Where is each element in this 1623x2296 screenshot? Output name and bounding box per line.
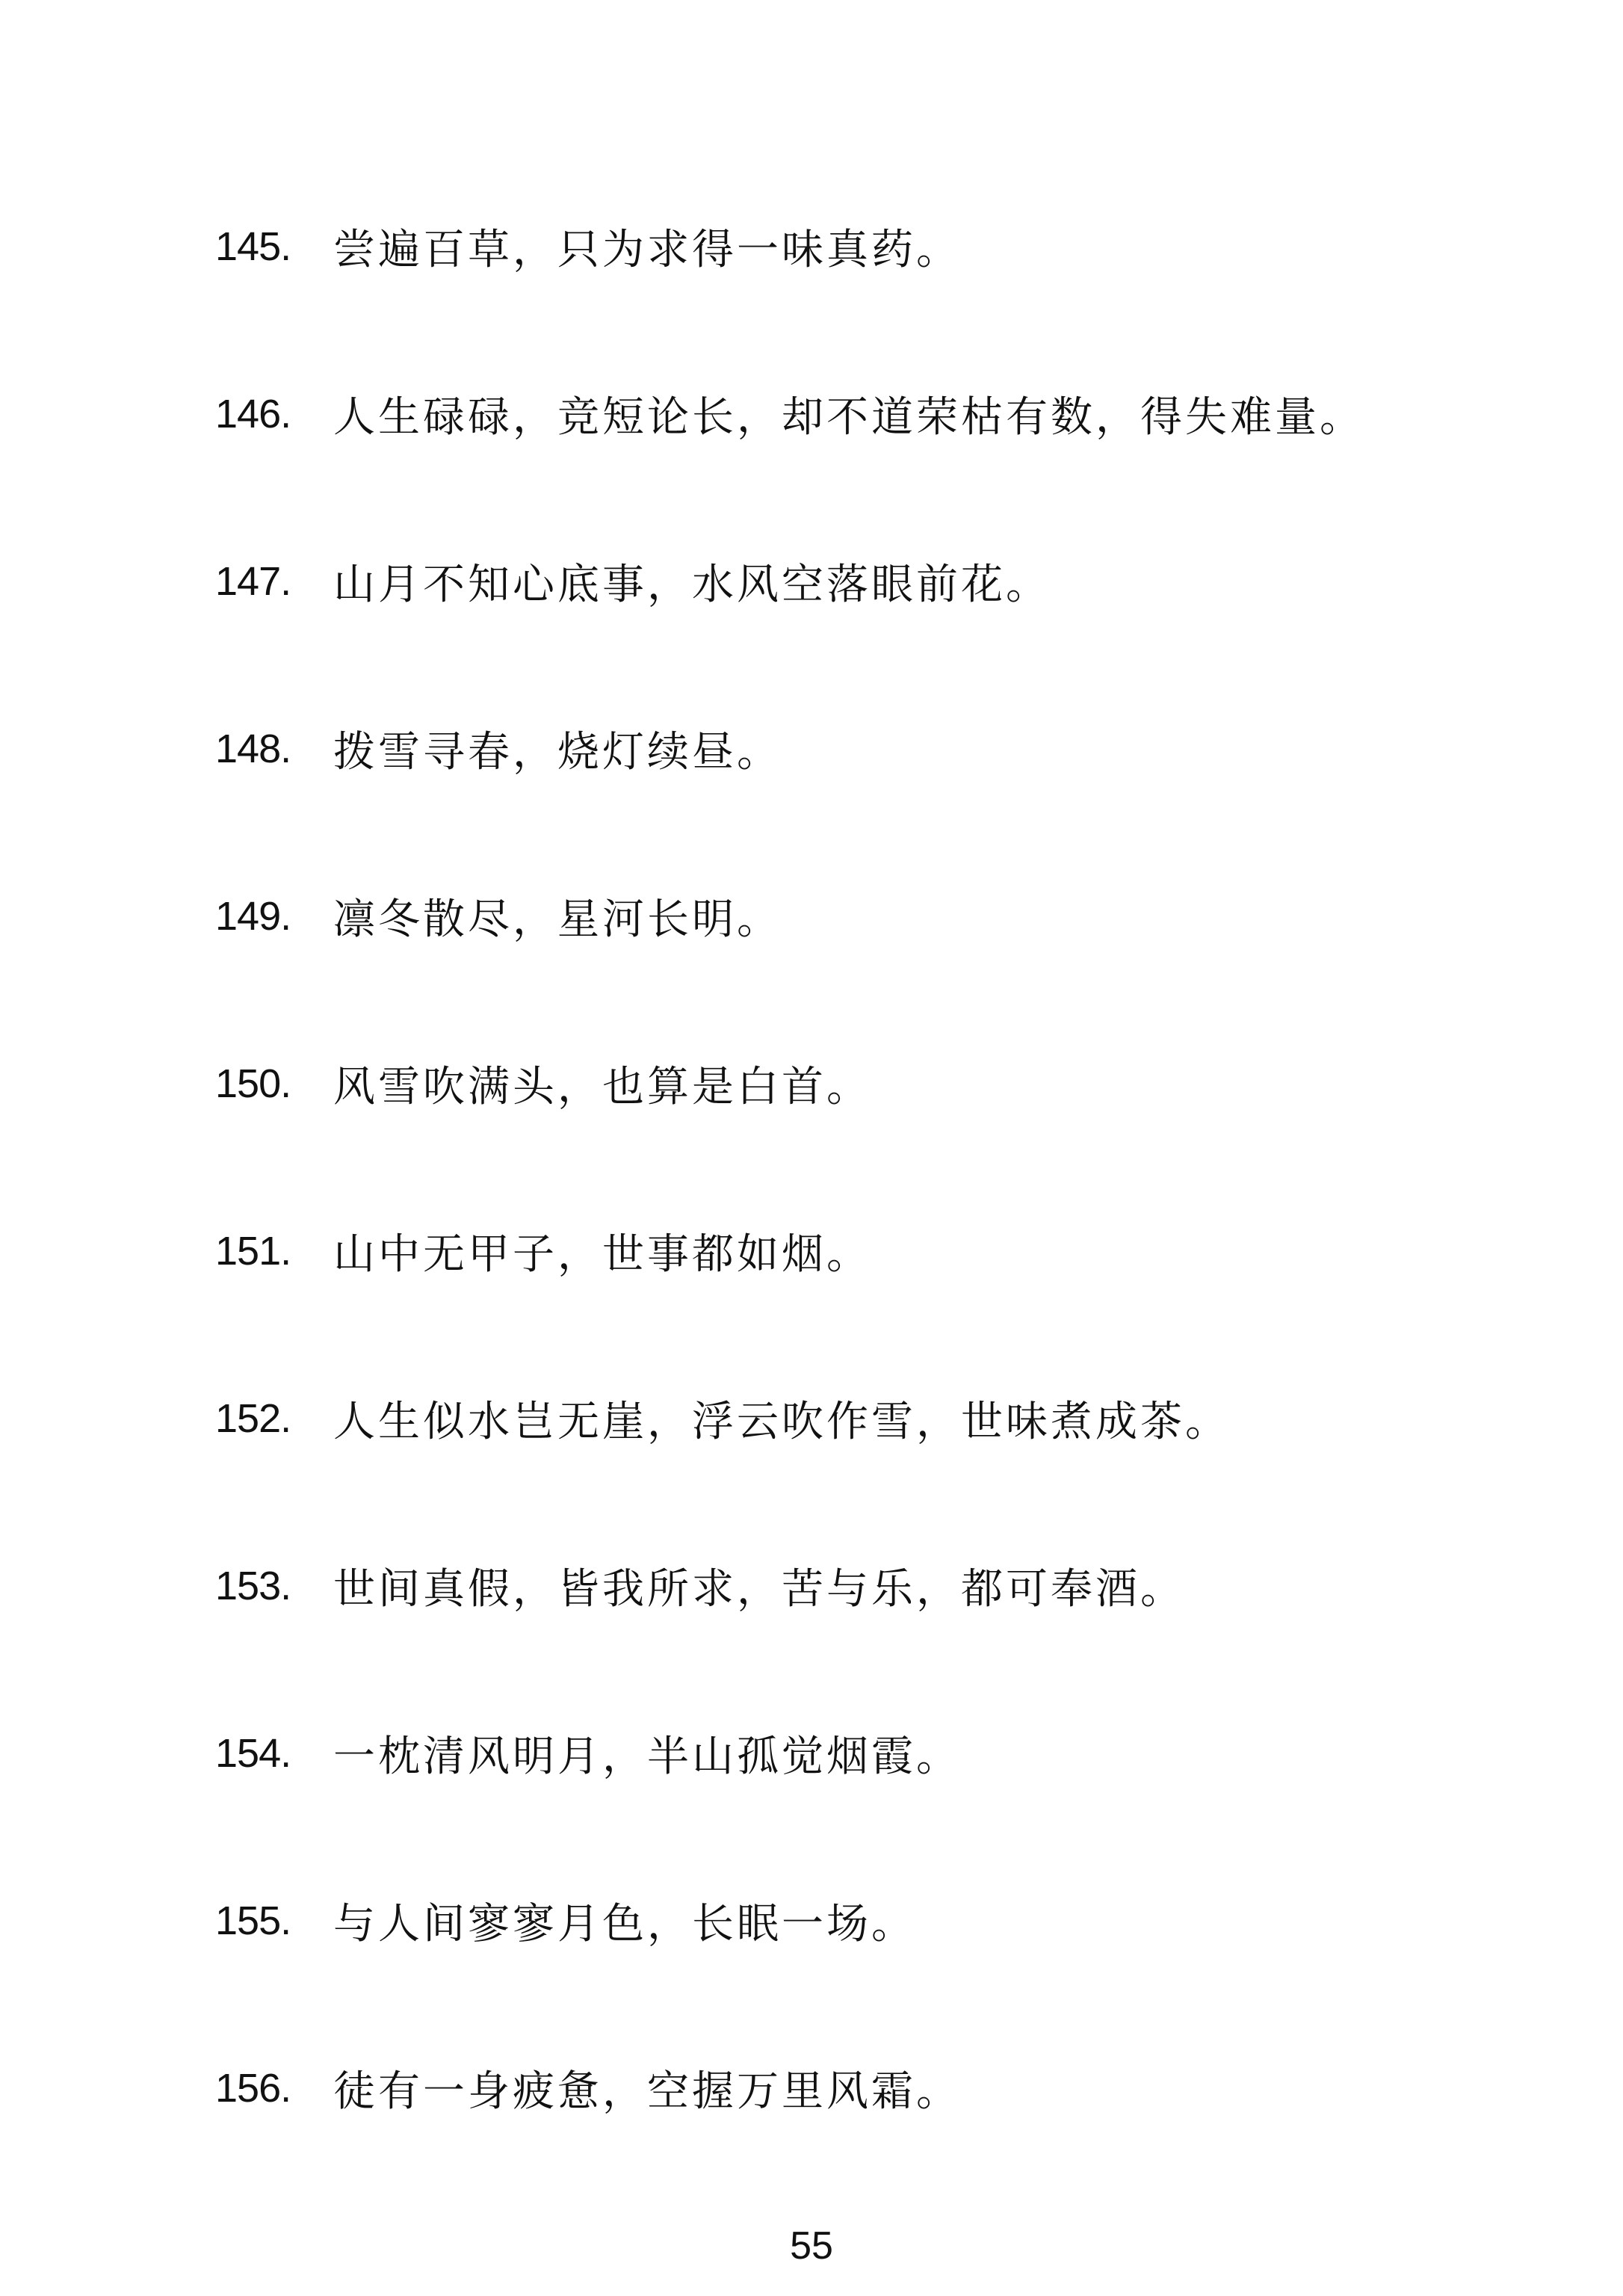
list-item bbox=[215, 1054, 871, 1114]
page-number: 55 bbox=[790, 2224, 833, 2268]
item-text: 一枕清风明月，半山孤觉烟霞。 bbox=[333, 1732, 961, 1781]
item-number: 153. bbox=[215, 1564, 291, 1608]
list-item bbox=[215, 1723, 961, 1783]
list-item bbox=[215, 719, 782, 779]
item-number: 146. bbox=[215, 392, 291, 436]
item-text: 山中无甲子，世事都如烟。 bbox=[333, 1230, 871, 1279]
item-number: 156. bbox=[215, 2066, 291, 2111]
list-item bbox=[215, 1221, 871, 1281]
item-number: 147. bbox=[215, 559, 291, 604]
item-number: 155. bbox=[215, 1898, 291, 1943]
item-text: 山月不知心底事，水风空落眼前花。 bbox=[333, 561, 1051, 609]
list-item bbox=[215, 1556, 1185, 1616]
list-item bbox=[215, 2058, 961, 2118]
item-number: 150. bbox=[215, 1061, 291, 1106]
list-item bbox=[215, 1389, 1230, 1448]
item-number: 148. bbox=[215, 726, 291, 771]
list-item bbox=[215, 384, 1364, 444]
item-number: 151. bbox=[215, 1229, 291, 1274]
item-text: 人生碌碌，竞短论长，却不道荣枯有数，得失难量。 bbox=[333, 393, 1364, 442]
item-text: 尝遍百草，只为求得一味真药。 bbox=[333, 226, 961, 274]
item-number: 145. bbox=[215, 224, 291, 269]
item-number: 149. bbox=[215, 894, 291, 939]
item-text: 与人间寥寥月色，长眠一场。 bbox=[333, 1900, 916, 1948]
item-text: 人生似水岂无崖，浮云吹作雪，世味煮成茶。 bbox=[333, 1398, 1230, 1446]
item-text: 徒有一身疲惫，空握万里风霜。 bbox=[333, 2067, 961, 2116]
item-text: 风雪吹满头，也算是白首。 bbox=[333, 1063, 871, 1111]
list-item bbox=[215, 552, 1051, 611]
item-number: 154. bbox=[215, 1731, 291, 1776]
item-text: 拨雪寻春，烧灯续昼。 bbox=[333, 728, 782, 777]
item-text: 凛冬散尽，星河长明。 bbox=[333, 895, 782, 944]
item-number: 152. bbox=[215, 1396, 291, 1441]
list-item bbox=[215, 1891, 916, 1951]
list-item bbox=[215, 886, 782, 946]
item-text: 世间真假，皆我所求，苦与乐，都可奉酒。 bbox=[333, 1565, 1185, 1614]
list-item bbox=[215, 217, 961, 277]
